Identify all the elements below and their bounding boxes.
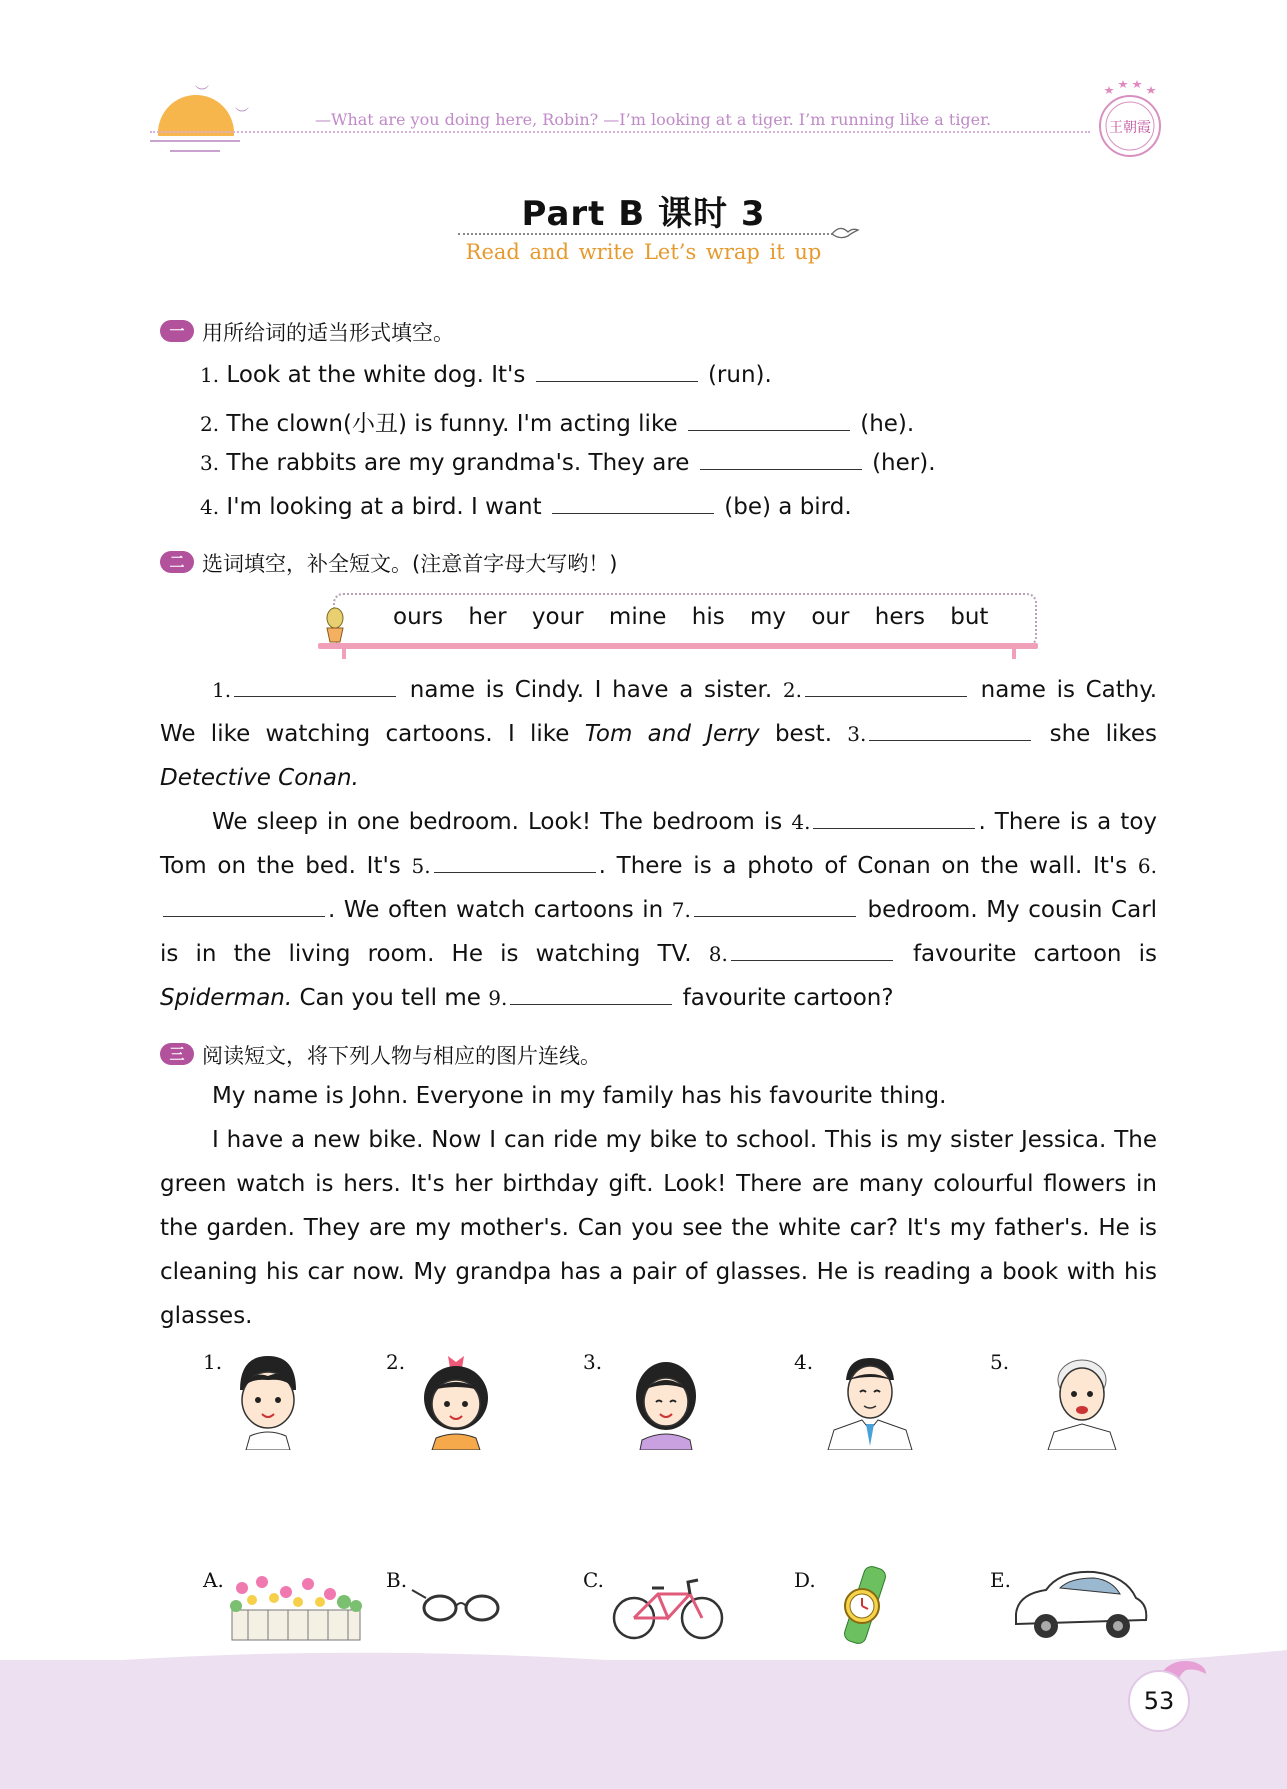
item-text: The rabbits are my grandma's. They are	[226, 450, 690, 476]
thing-label-d: D.	[794, 1568, 816, 1592]
item-text: Look at the white dog. It's	[226, 362, 526, 388]
badge-text: 王朝霞	[1109, 120, 1151, 136]
item-text: The clown(小丑) is funny. I'm acting like	[226, 411, 678, 437]
passage-text: Can you tell me	[299, 985, 481, 1011]
publisher-badge	[1092, 80, 1168, 164]
item-number: 2.	[200, 412, 220, 436]
grandpa-portrait-icon[interactable]	[1040, 1350, 1124, 1450]
answer-blank[interactable]	[510, 984, 672, 1005]
shelf-leg	[1012, 649, 1016, 659]
answer-blank[interactable]	[552, 493, 714, 514]
bird-icon: ︶	[195, 85, 209, 101]
cartoon-title: Tom and Jerry	[584, 721, 760, 747]
blank-number: 5.	[411, 854, 431, 878]
bird-icon-2: ︶	[235, 107, 249, 123]
answer-blank[interactable]	[688, 410, 850, 431]
father-portrait-icon[interactable]	[822, 1350, 918, 1450]
exercise-1-item-1	[200, 361, 772, 388]
bird-icon-3	[830, 222, 860, 242]
passage-text: Carl is in the living room. He is watching TV.	[160, 897, 1158, 967]
answer-blank[interactable]	[731, 940, 893, 961]
girl-portrait-icon[interactable]	[414, 1350, 498, 1450]
answer-blank[interactable]	[163, 896, 325, 917]
passage-text: favourite cartoon is	[912, 941, 1157, 967]
answer-blank[interactable]	[805, 676, 967, 697]
blank-number: 8.	[708, 942, 728, 966]
passage-text: . There is a photo of Conan on the wall. It's	[598, 853, 1128, 879]
section-1-instruction: 用所给词的适当形式填空。	[202, 321, 454, 345]
exercise-1-item-2	[200, 405, 914, 438]
thing-label-b: B.	[386, 1568, 408, 1592]
title-divider	[458, 233, 833, 235]
exercise-1-item-3	[200, 449, 936, 476]
footer-band	[0, 1660, 1287, 1789]
blank-number: 7.	[671, 898, 691, 922]
item-hint: (her).	[872, 450, 936, 476]
word-bank-shelf	[318, 643, 1038, 649]
cartoon-title: Detective Conan.	[160, 765, 359, 791]
blank-number: 4.	[791, 810, 811, 834]
person-label-1: 1.	[203, 1350, 223, 1374]
answer-blank[interactable]	[234, 676, 396, 697]
answer-blank[interactable]	[700, 449, 862, 470]
answer-blank[interactable]	[694, 896, 856, 917]
item-hint: (he).	[860, 411, 915, 437]
boy-portrait-icon[interactable]	[228, 1350, 308, 1450]
item-text: I'm looking at a bird. I want	[226, 494, 542, 520]
passage-text: name is Cathy.	[980, 677, 1158, 703]
word-bank: ours her your mine his my our hers but	[393, 604, 989, 630]
thing-label-e: E.	[990, 1568, 1011, 1592]
reading-paragraph-1: My name is John. Everyone in my family has his favourite thing.	[212, 1083, 947, 1109]
passage-text: name is Cindy. I have a sister.	[409, 677, 773, 703]
item-number: 4.	[200, 495, 220, 519]
blank-number: 6.	[1137, 854, 1157, 878]
item-hint: (run).	[707, 362, 772, 388]
passage-text: . We often watch cartoons in	[328, 897, 664, 923]
item-number: 1.	[200, 363, 220, 387]
blank-number: 3.	[847, 722, 867, 746]
thing-label-a: A.	[203, 1568, 224, 1592]
section-tag-3: 三	[160, 1043, 194, 1065]
passage-text: best.	[774, 721, 832, 747]
section-3-instruction: 阅读短文，将下列人物与相应的图片连线。	[202, 1044, 601, 1068]
reading-paragraph-2: I have a new bike. Now I can ride my bike to school. This is my sister Jessica. The green watch is hers. It's her birthday gift. Look! There are many colourful flowers in the garden. They are my mother's. Can you see the white car? It's my father's. He is cleaning his car now. My grandpa has a pair of glasses. He is reading a book with his glasses.	[160, 1127, 1157, 1329]
answer-blank[interactable]	[434, 852, 596, 873]
section-tag-1: 一	[160, 320, 194, 342]
answer-blank[interactable]	[869, 720, 1031, 741]
exercise-1-item-4	[200, 493, 852, 520]
passage-text: Tom on the bed. It's	[160, 853, 401, 879]
header-divider	[150, 131, 1090, 133]
page-number: 53	[1128, 1670, 1190, 1732]
sun-horizon-line	[150, 140, 240, 142]
person-label-3: 3.	[583, 1350, 603, 1374]
header-motto: —What are you doing here, Robin? —I’m looking at a tiger. I’m running like a tiger.	[315, 110, 992, 129]
person-label-5: 5.	[990, 1350, 1010, 1374]
item-number: 3.	[200, 451, 220, 475]
person-label-2: 2.	[386, 1350, 406, 1374]
passage-text: We sleep in one bedroom. Look! The bedroom is	[212, 809, 783, 835]
section-2-instruction: 选词填空，补全短文。(注意首字母大写哟！)	[202, 552, 618, 576]
thing-label-c: C.	[583, 1568, 604, 1592]
item-hint: (be) a bird.	[724, 494, 852, 520]
passage-text: favourite cartoon?	[682, 985, 894, 1011]
mother-portrait-icon[interactable]	[626, 1350, 706, 1450]
passage-text: We like watching cartoons. I like	[160, 721, 570, 747]
section-tag-2: 二	[160, 551, 194, 573]
glasses-icon[interactable]	[408, 1580, 504, 1630]
sun-horizon-line-2	[170, 150, 220, 152]
page-subtitle: Read and write Let’s wrap it up	[465, 240, 822, 264]
page-title: Part B 课时 3	[521, 194, 766, 234]
cartoon-title: Spiderman.	[160, 985, 293, 1011]
cactus-icon	[322, 604, 348, 644]
sun-icon	[158, 95, 234, 171]
blank-number: 2.	[782, 678, 802, 702]
shelf-leg	[342, 649, 346, 659]
reading-passage	[160, 1074, 1157, 1338]
answer-blank[interactable]	[536, 361, 698, 382]
cloze-passage	[160, 668, 1157, 1020]
blank-number: 9.	[488, 986, 508, 1010]
passage-text: . There is a toy	[978, 809, 1158, 835]
passage-text: she likes	[1049, 721, 1158, 747]
passage-text: bedroom. My cousin	[867, 897, 1103, 923]
person-label-4: 4.	[794, 1350, 814, 1374]
blank-number: 1.	[212, 678, 232, 702]
answer-blank[interactable]	[813, 808, 975, 829]
